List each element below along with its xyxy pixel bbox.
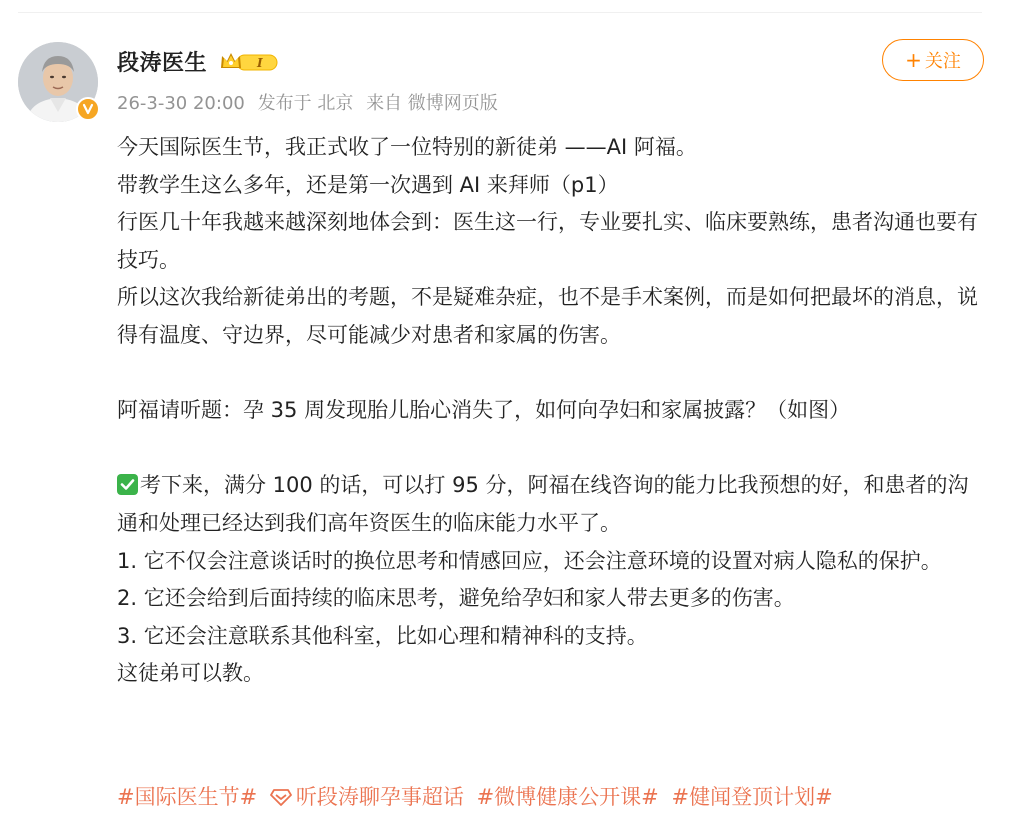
post-line: 3. 它还会注意联系其他科室，比如心理和精神科的支持。 [117, 623, 648, 648]
vip-crown-icon[interactable] [219, 50, 281, 74]
post-line: 所以这次我给新徒弟出的考题，不是疑难杂症，也不是手术案例，而是如何把最坏的消息，说得有温度、守边界，尽可能减少对患者和家属的伤害。 [117, 285, 978, 347]
post-line: 阿福请听题：孕 35 周发现胎儿胎心消失了，如何向孕妇和家属披露？（如图） [117, 398, 851, 423]
author-name[interactable]: 段涛医生 [117, 51, 208, 76]
plus-icon: + [905, 48, 922, 72]
post-source: 来自 微博网页版 [366, 93, 498, 114]
post-line: 这徒弟可以教。 [117, 661, 264, 686]
topic-tag[interactable]: #微博健康公开课# [476, 785, 659, 809]
post-line: 今天国际医生节，我正式收了一位特别的新徒弟 ——AI 阿福。 [117, 135, 697, 159]
post-line: 2. 它还会给到后面持续的临床思考，避免给孕妇和家人带去更多的伤害。 [117, 586, 795, 611]
post-line: 行医几十年我越来越深刻地体会到：医生这一行，专业要扎实、临床要熟练，患者沟通也要有技巧。 [117, 210, 978, 272]
follow-label: 关注 [924, 51, 961, 72]
post-location: 发布于 北京 [257, 93, 354, 114]
post-line-check [117, 467, 987, 542]
spacer [117, 430, 987, 468]
vip-level-label: I [257, 56, 263, 70]
post-line: 带教学生这么多年，还是第一次遇到 AI 来拜师（p1） [117, 172, 619, 197]
super-topic-diamond-icon [270, 787, 292, 805]
topic-tags [117, 781, 839, 811]
spacer [117, 355, 987, 393]
post-text [117, 129, 987, 693]
verified-icon [76, 97, 100, 121]
follow-button[interactable] [882, 39, 984, 81]
check-mark-icon [117, 474, 138, 495]
topic-tag[interactable]: #国际医生节# [117, 785, 258, 809]
post-line: 1. 它不仅会注意谈话时的换位思考和情感回应，还会注意环境的设置对病人隐私的保护。 [117, 548, 942, 573]
post-line: 考下来，满分 100 的话，可以打 95 分，阿福在线咨询的能力比我预想的好，和患者的沟通和处理已经达到我们高年资医生的临床能力水平了。 [117, 473, 969, 535]
super-topic-tag[interactable] [270, 785, 464, 809]
post-time[interactable]: 26-3-30 20:00 [117, 93, 245, 114]
super-topic-label: 听段涛聊孕事超话 [295, 785, 464, 809]
post-meta [117, 89, 505, 115]
divider [18, 12, 982, 13]
topic-tag[interactable]: #健闻登顶计划# [671, 785, 833, 809]
